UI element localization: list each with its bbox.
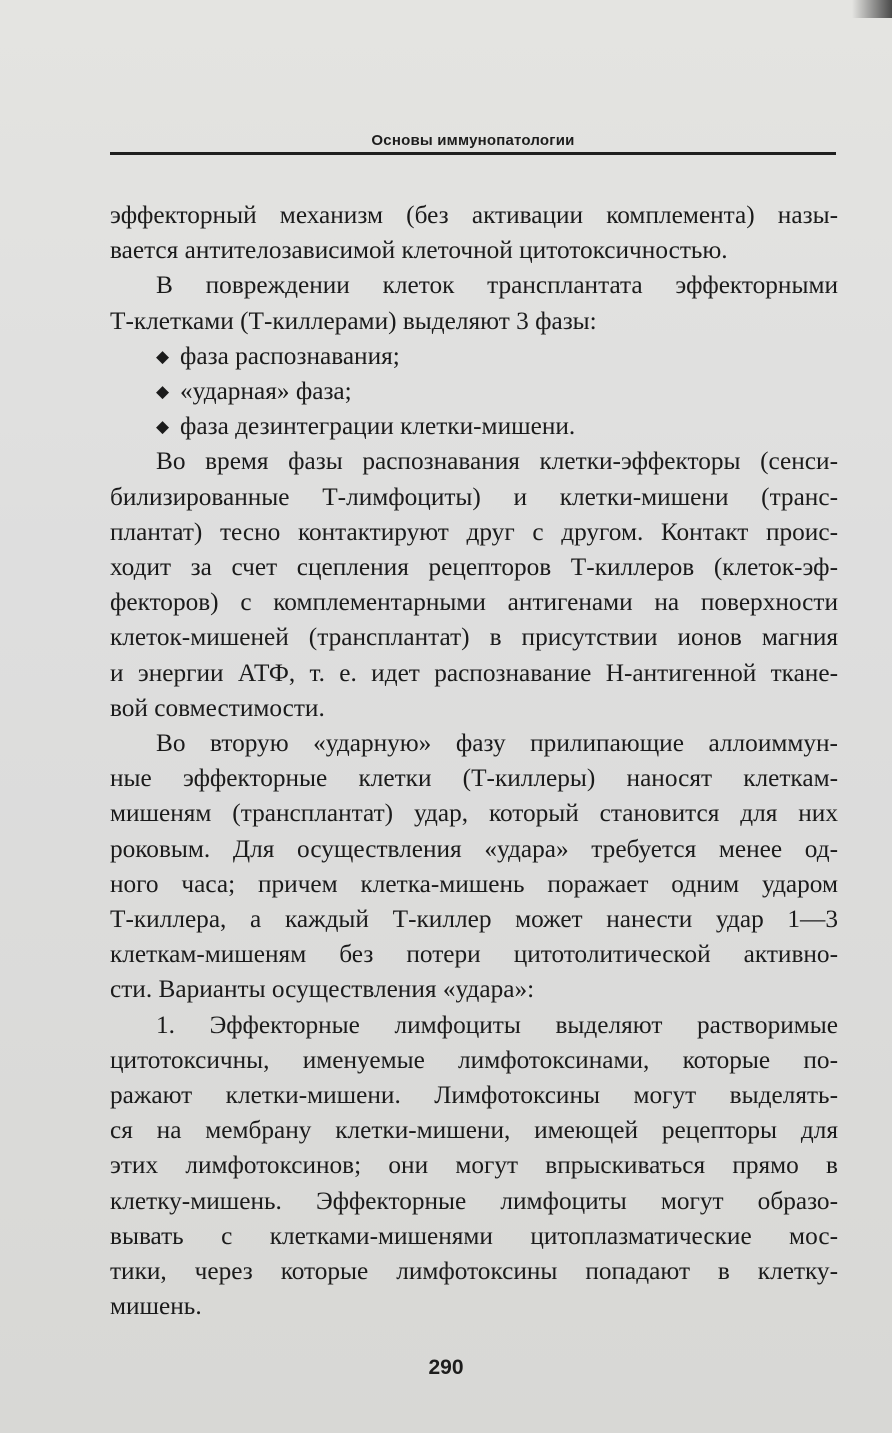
text-line: 1. Эффекторные лимфоциты выделяют растворимые [156,1010,838,1039]
text-line: ся на мембрану клетки-мишени, имеющей рецепторы для [110,1116,838,1145]
bullet-text: «ударная» фаза; [180,377,352,406]
diamond-bullet-icon: ◆ [156,417,170,437]
text-line: ражают клетки-мишени. Лимфотоксины могут выделять- [110,1081,838,1110]
bullet-text: фаза распознавания; [180,341,400,370]
text-line: мишеням (трансплантат) удар, который становится для них [110,799,838,828]
text-line: эффекторный механизм (без активации комплемента) назы- [110,201,838,229]
text-line: роковым. Для осуществления «удара» требуется менее од- [110,834,838,863]
text-line: Т-клетками (Т-киллерами) выделяют 3 фазы: [110,306,597,335]
diamond-bullet-icon: ◆ [156,382,170,402]
body-text [110,198,838,1325]
text-line: цитотоксичны, именуемые лимфотоксинами, которые по- [110,1045,838,1074]
bullet-item [110,409,838,444]
text-line: клеток-мишеней (трансплантат) в присутствии ионов магния [110,623,838,652]
text-line: клетку-мишень. Эффекторные лимфоциты могут образо- [110,1186,838,1215]
text-line: фекторов) с комплементарными антигенами на поверхности [110,588,838,617]
bullet-item [110,374,838,409]
text-line: Во время фазы распознавания клетки-эффекторы (сенси- [156,447,838,476]
bullet-text: фаза дезинтеграции клетки-мишени. [180,412,576,441]
scan-corner-shadow [852,0,892,18]
text-line: Т-киллера, а каждый Т-киллер может нанести удар 1—3 [110,905,838,934]
text-line: вывать с клетками-мишенями цитоплазматические мос- [110,1221,838,1250]
header-rule [110,152,836,155]
running-header-title: Основы иммунопатологии [371,132,575,149]
text-line: клеткам-мишеням без потери цитотолитической активно- [110,940,838,969]
running-header [110,132,836,156]
diamond-bullet-icon: ◆ [156,346,170,366]
text-line: Во вторую «ударную» фазу прилипающие аллоиммун- [156,729,838,758]
text-line: тики, через которые лимфотоксины попадают в клетку- [110,1257,838,1286]
text-line: В повреждении клеток трансплантата эффекторными [156,271,838,300]
text-line: ного часа; причем клетка-мишень поражает одним ударом [110,869,838,898]
text-line: плантат) тесно контактируют друг с другом. Контакт проис- [110,517,838,546]
text-line: сти. Варианты осуществления «удара»: [110,975,535,1004]
text-line: ные эффекторные клетки (Т-киллеры) наносят клеткам- [110,764,838,793]
bullet-item [110,339,838,374]
text-line: билизированные Т-лимфоциты) и клетки-мишени (транс- [110,482,838,511]
text-line: этих лимфотоксинов; они могут впрыскиваться прямо в [110,1151,838,1180]
text-line: ходит за счет сцепления рецепторов Т-киллеров (клеток-эф- [110,553,838,582]
text-line: и энергии АТФ, т. е. идет распознавание Н-антигенной ткане- [110,658,838,687]
page-number: 290 [428,1356,464,1379]
text-line: вается антителозависимой клеточной цитотоксичностью. [110,236,728,265]
text-line: мишень. [110,1292,202,1321]
text-line: вой совместимости. [110,693,325,722]
